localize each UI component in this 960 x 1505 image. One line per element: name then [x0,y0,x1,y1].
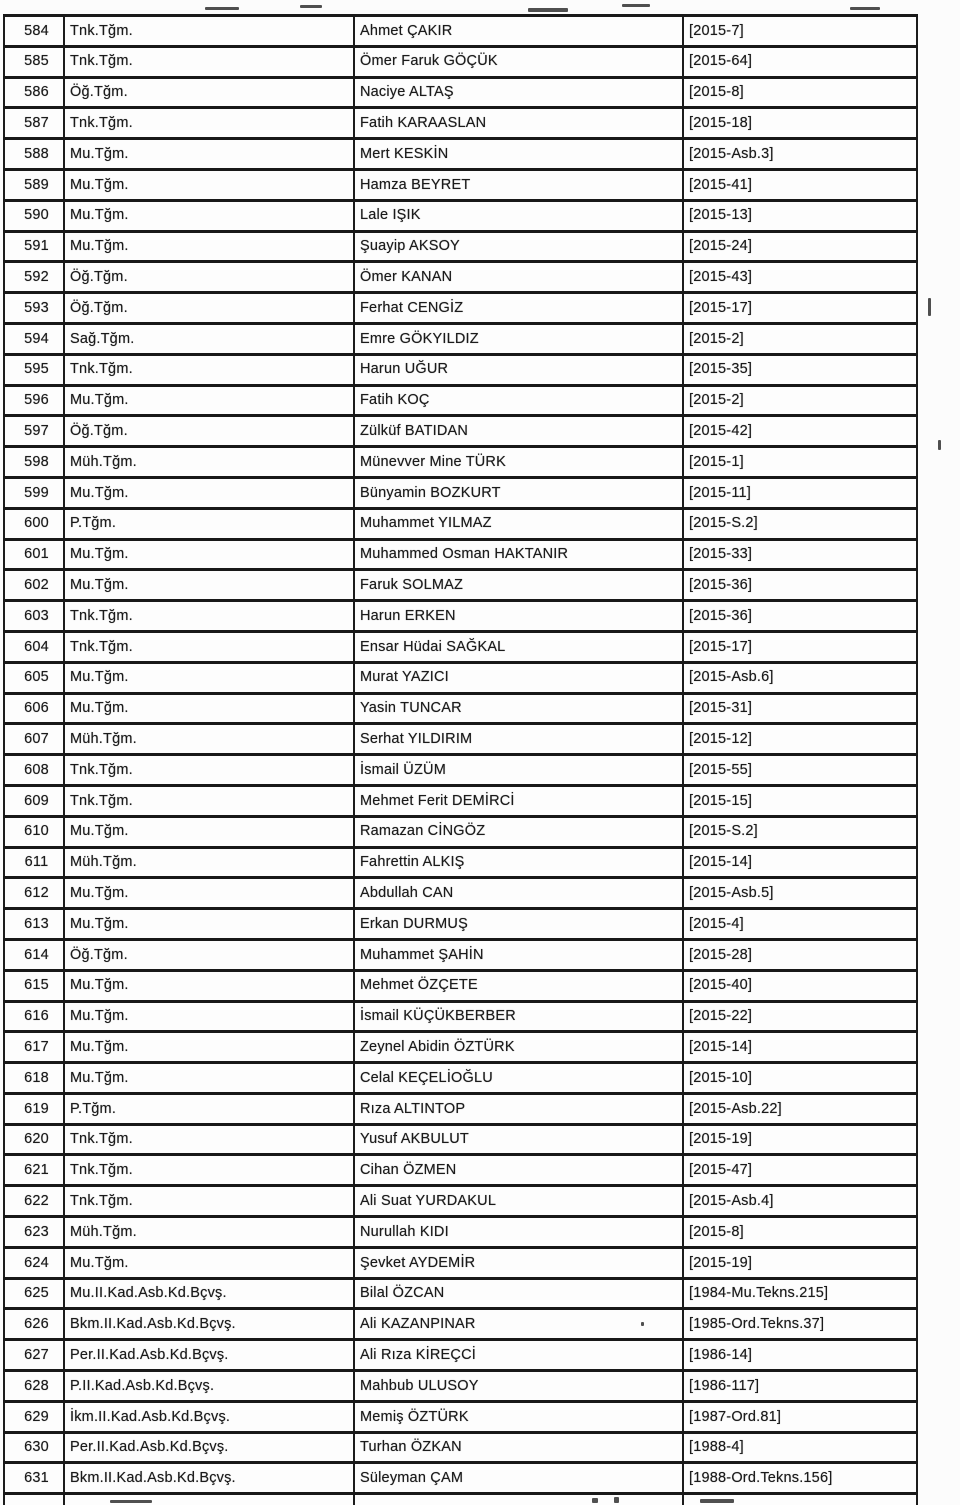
row-number-cell: 584 [4,16,64,47]
table-row [4,416,917,447]
scan-noise-mark [928,298,931,316]
table-row [4,1124,917,1155]
code-cell: [1986-14] [683,1340,917,1371]
table-row [4,570,917,601]
table-row [4,847,917,878]
rank-cell [64,1494,354,1505]
table-row [4,539,917,570]
personnel-table [3,14,918,1505]
row-number-cell: 594 [4,323,64,354]
table-row [4,1309,917,1340]
name-cell: Mehmet Ferit DEMİRCİ [354,785,683,816]
code-cell: [2015-22] [683,1001,917,1032]
scan-noise-mark [850,7,880,10]
rank-cell: Mu.Tğm. [64,169,354,200]
scan-noise-mark [938,440,941,450]
row-number-cell: 592 [4,262,64,293]
name-cell [354,1494,683,1505]
rank-cell: Müh.Tğm. [64,847,354,878]
rank-cell: Tnk.Tğm. [64,1124,354,1155]
row-number-cell: 590 [4,200,64,231]
name-cell: Fatih KARAASLAN [354,108,683,139]
code-cell: [2015-43] [683,262,917,293]
code-cell: [2015-7] [683,16,917,47]
rank-cell: Mu.II.Kad.Asb.Kd.Bçvş. [64,1278,354,1309]
rank-cell: Öğ.Tğm. [64,416,354,447]
code-cell: [2015-36] [683,601,917,632]
name-cell: İsmail KÜÇÜKBERBER [354,1001,683,1032]
row-number-cell: 595 [4,354,64,385]
table-row [4,139,917,170]
name-cell: Harun ERKEN [354,601,683,632]
table-row [4,1463,917,1494]
code-cell: [2015-17] [683,293,917,324]
row-number-cell: 585 [4,46,64,77]
row-number-cell: 601 [4,539,64,570]
code-cell: [1987-Ord.81] [683,1401,917,1432]
code-cell: [2015-13] [683,200,917,231]
table-row [4,293,917,324]
rank-cell: Sağ.Tğm. [64,323,354,354]
rank-cell: Per.II.Kad.Asb.Kd.Bçvş. [64,1340,354,1371]
rank-cell: P.Tğm. [64,1093,354,1124]
row-number-cell: 605 [4,662,64,693]
name-cell: Celal KEÇELİOĞLU [354,1063,683,1094]
code-cell: [2015-15] [683,785,917,816]
row-number-cell: 602 [4,570,64,601]
personnel-table-body [4,16,917,1505]
name-cell: Emre GÖKYILDIZ [354,323,683,354]
row-number-cell: 610 [4,816,64,847]
rank-cell: Öğ.Tğm. [64,939,354,970]
code-cell: [2015-S.2] [683,508,917,539]
code-cell: [2015-24] [683,231,917,262]
row-number-cell: 613 [4,909,64,940]
code-cell: [2015-2] [683,385,917,416]
rank-cell: Tnk.Tğm. [64,755,354,786]
row-number-cell: 621 [4,1155,64,1186]
name-cell: Turhan ÖZKAN [354,1432,683,1463]
row-number-cell: 626 [4,1309,64,1340]
rank-cell: Mu.Tğm. [64,570,354,601]
row-number-cell: 615 [4,970,64,1001]
name-cell: Faruk SOLMAZ [354,570,683,601]
row-number-cell [4,1494,64,1505]
rank-cell: İkm.II.Kad.Asb.Kd.Bçvş. [64,1401,354,1432]
name-cell: Memiş ÖZTÜRK [354,1401,683,1432]
name-cell: Bilal ÖZCAN [354,1278,683,1309]
code-cell: [2015-8] [683,1217,917,1248]
name-cell: Münevver Mine TÜRK [354,447,683,478]
table-row [4,200,917,231]
rank-cell: Mu.Tğm. [64,139,354,170]
rank-cell: Mu.Tğm. [64,539,354,570]
rank-cell: Per.II.Kad.Asb.Kd.Bçvş. [64,1432,354,1463]
name-cell: Yasin TUNCAR [354,693,683,724]
code-cell: [2015-64] [683,46,917,77]
row-number-cell: 598 [4,447,64,478]
table-row [4,662,917,693]
code-cell [683,1494,917,1505]
rank-cell: Tnk.Tğm. [64,108,354,139]
rank-cell: Öğ.Tğm. [64,262,354,293]
code-cell: [2015-19] [683,1124,917,1155]
code-cell: [2015-Asb.4] [683,1186,917,1217]
row-number-cell: 596 [4,385,64,416]
code-cell: [2015-41] [683,169,917,200]
code-cell: [2015-Asb.6] [683,662,917,693]
row-number-cell: 625 [4,1278,64,1309]
code-cell: [2015-Asb.5] [683,878,917,909]
row-number-cell: 629 [4,1401,64,1432]
row-number-cell: 620 [4,1124,64,1155]
row-number-cell: 611 [4,847,64,878]
code-cell: [2015-S.2] [683,816,917,847]
code-cell: [2015-35] [683,354,917,385]
rank-cell: Mu.Tğm. [64,1001,354,1032]
row-number-cell: 624 [4,1247,64,1278]
rank-cell: P.Tğm. [64,508,354,539]
table-row [4,1247,917,1278]
name-cell: Şevket AYDEMİR [354,1247,683,1278]
table-row [4,693,917,724]
row-number-cell: 604 [4,631,64,662]
rank-cell: Öğ.Tğm. [64,293,354,324]
code-cell: [2015-2] [683,323,917,354]
name-cell: Ali Suat YURDAKUL [354,1186,683,1217]
rank-cell: Müh.Tğm. [64,447,354,478]
row-number-cell: 586 [4,77,64,108]
name-cell: Yusuf AKBULUT [354,1124,683,1155]
scan-noise-mark [528,8,568,12]
name-cell: Mehmet ÖZÇETE [354,970,683,1001]
code-cell: [2015-11] [683,477,917,508]
code-cell: [1988-4] [683,1432,917,1463]
row-number-cell: 607 [4,724,64,755]
row-number-cell: 608 [4,755,64,786]
table-row [4,262,917,293]
row-number-cell: 631 [4,1463,64,1494]
row-number-cell: 606 [4,693,64,724]
rank-cell: Tnk.Tğm. [64,354,354,385]
row-number-cell: 599 [4,477,64,508]
name-cell: İsmail ÜZÜM [354,755,683,786]
name-cell: Fatih KOÇ [354,385,683,416]
table-row [4,1063,917,1094]
row-number-cell: 587 [4,108,64,139]
code-cell: [1988-Ord.Tekns.156] [683,1463,917,1494]
table-row [4,631,917,662]
rank-cell: Mu.Tğm. [64,816,354,847]
rank-cell: Tnk.Tğm. [64,631,354,662]
table-row [4,1155,917,1186]
table-row [4,108,917,139]
table-row [4,1278,917,1309]
code-cell: [2015-31] [683,693,917,724]
table-row [4,1032,917,1063]
row-number-cell: 617 [4,1032,64,1063]
table-row [4,1494,917,1505]
name-cell: Muhammet ŞAHİN [354,939,683,970]
name-cell: Ömer KANAN [354,262,683,293]
rank-cell: Öğ.Tğm. [64,77,354,108]
table-row [4,1340,917,1371]
code-cell: [2015-28] [683,939,917,970]
table-row [4,939,917,970]
row-number-cell: 588 [4,139,64,170]
name-cell: Süleyman ÇAM [354,1463,683,1494]
rank-cell: Mu.Tğm. [64,1032,354,1063]
row-number-cell: 614 [4,939,64,970]
code-cell: [2015-4] [683,909,917,940]
row-number-cell: 589 [4,169,64,200]
table-row [4,970,917,1001]
table-row [4,477,917,508]
code-cell: [2015-Asb.22] [683,1093,917,1124]
table-row [4,354,917,385]
row-number-cell: 619 [4,1093,64,1124]
rank-cell: Mu.Tğm. [64,662,354,693]
row-number-cell: 593 [4,293,64,324]
name-cell: Şuayip AKSOY [354,231,683,262]
name-cell: Ali Rıza KİREÇCİ [354,1340,683,1371]
table-row [4,508,917,539]
table-row [4,169,917,200]
rank-cell: Mu.Tğm. [64,477,354,508]
code-cell: [2015-36] [683,570,917,601]
name-cell: Bünyamin BOZKURT [354,477,683,508]
rank-cell: Müh.Tğm. [64,1217,354,1248]
name-cell: Ramazan CİNGÖZ [354,816,683,847]
name-cell: Lale IŞIK [354,200,683,231]
row-number-cell: 600 [4,508,64,539]
rank-cell: Mu.Tğm. [64,878,354,909]
table-row [4,878,917,909]
table-row [4,755,917,786]
row-number-cell: 597 [4,416,64,447]
code-cell: [1986-117] [683,1371,917,1402]
table-row [4,724,917,755]
table-row [4,1371,917,1402]
rank-cell: Mu.Tğm. [64,200,354,231]
name-cell: Hamza BEYRET [354,169,683,200]
table-row [4,1401,917,1432]
table-row [4,1001,917,1032]
row-number-cell: 627 [4,1340,64,1371]
rank-cell: Tnk.Tğm. [64,16,354,47]
code-cell: [2015-55] [683,755,917,786]
table-row [4,323,917,354]
code-cell: [2015-14] [683,1032,917,1063]
row-number-cell: 622 [4,1186,64,1217]
code-cell: [2015-18] [683,108,917,139]
code-cell: [2015-19] [683,1247,917,1278]
rank-cell: Mu.Tğm. [64,385,354,416]
row-number-cell: 609 [4,785,64,816]
name-cell: Serhat YILDIRIM [354,724,683,755]
code-cell: [1984-Mu.Tekns.215] [683,1278,917,1309]
name-cell: Murat YAZICI [354,662,683,693]
row-number-cell: 618 [4,1063,64,1094]
name-cell: Mahbub ULUSOY [354,1371,683,1402]
table-row [4,816,917,847]
code-cell: [1985-Ord.Tekns.37] [683,1309,917,1340]
table-row [4,46,917,77]
table-row [4,1432,917,1463]
name-cell: Harun UĞUR [354,354,683,385]
rank-cell: Tnk.Tğm. [64,1186,354,1217]
code-cell: [2015-14] [683,847,917,878]
code-cell: [2015-1] [683,447,917,478]
name-cell: Ali KAZANPINAR [354,1309,683,1340]
rank-cell: Mu.Tğm. [64,693,354,724]
table-row [4,1186,917,1217]
rank-cell: P.II.Kad.Asb.Kd.Bçvş. [64,1371,354,1402]
table-row [4,231,917,262]
code-cell: [2015-47] [683,1155,917,1186]
code-cell: [2015-33] [683,539,917,570]
name-cell: Muhammed Osman HAKTANIR [354,539,683,570]
rank-cell: Mu.Tğm. [64,970,354,1001]
code-cell: [2015-17] [683,631,917,662]
table-row [4,785,917,816]
table-row [4,601,917,632]
name-cell: Cihan ÖZMEN [354,1155,683,1186]
table-row [4,1217,917,1248]
name-cell: Rıza ALTINTOP [354,1093,683,1124]
scan-noise-mark [205,7,239,10]
code-cell: [2015-42] [683,416,917,447]
table-row [4,1093,917,1124]
rank-cell: Tnk.Tğm. [64,601,354,632]
rank-cell: Tnk.Tğm. [64,46,354,77]
row-number-cell: 628 [4,1371,64,1402]
name-cell: Muhammet YILMAZ [354,508,683,539]
rank-cell: Mu.Tğm. [64,231,354,262]
rank-cell: Mu.Tğm. [64,1247,354,1278]
name-cell: Fahrettin ALKIŞ [354,847,683,878]
name-cell: Erkan DURMUŞ [354,909,683,940]
code-cell: [2015-40] [683,970,917,1001]
name-cell: Ömer Faruk GÖÇÜK [354,46,683,77]
table-row [4,909,917,940]
name-cell: Ahmet ÇAKIR [354,16,683,47]
rank-cell: Bkm.II.Kad.Asb.Kd.Bçvş. [64,1463,354,1494]
rank-cell: Tnk.Tğm. [64,785,354,816]
code-cell: [2015-Asb.3] [683,139,917,170]
row-number-cell: 612 [4,878,64,909]
scan-noise-mark [622,4,650,7]
row-number-cell: 603 [4,601,64,632]
table-row [4,77,917,108]
name-cell: Mert KESKİN [354,139,683,170]
scan-noise-mark [300,5,322,8]
row-number-cell: 616 [4,1001,64,1032]
rank-cell: Mu.Tğm. [64,909,354,940]
table-row [4,16,917,47]
rank-cell: Tnk.Tğm. [64,1155,354,1186]
name-cell: Abdullah CAN [354,878,683,909]
table-row [4,385,917,416]
name-cell: Ferhat CENGİZ [354,293,683,324]
rank-cell: Mu.Tğm. [64,1063,354,1094]
row-number-cell: 630 [4,1432,64,1463]
name-cell: Naciye ALTAŞ [354,77,683,108]
name-cell: Ensar Hüdai SAĞKAL [354,631,683,662]
row-number-cell: 623 [4,1217,64,1248]
code-cell: [2015-12] [683,724,917,755]
name-cell: Nurullah KIDI [354,1217,683,1248]
name-cell: Zülküf BATIDAN [354,416,683,447]
code-cell: [2015-10] [683,1063,917,1094]
row-number-cell: 591 [4,231,64,262]
rank-cell: Müh.Tğm. [64,724,354,755]
name-cell: Zeynel Abidin ÖZTÜRK [354,1032,683,1063]
rank-cell: Bkm.II.Kad.Asb.Kd.Bçvş. [64,1309,354,1340]
code-cell: [2015-8] [683,77,917,108]
table-row [4,447,917,478]
